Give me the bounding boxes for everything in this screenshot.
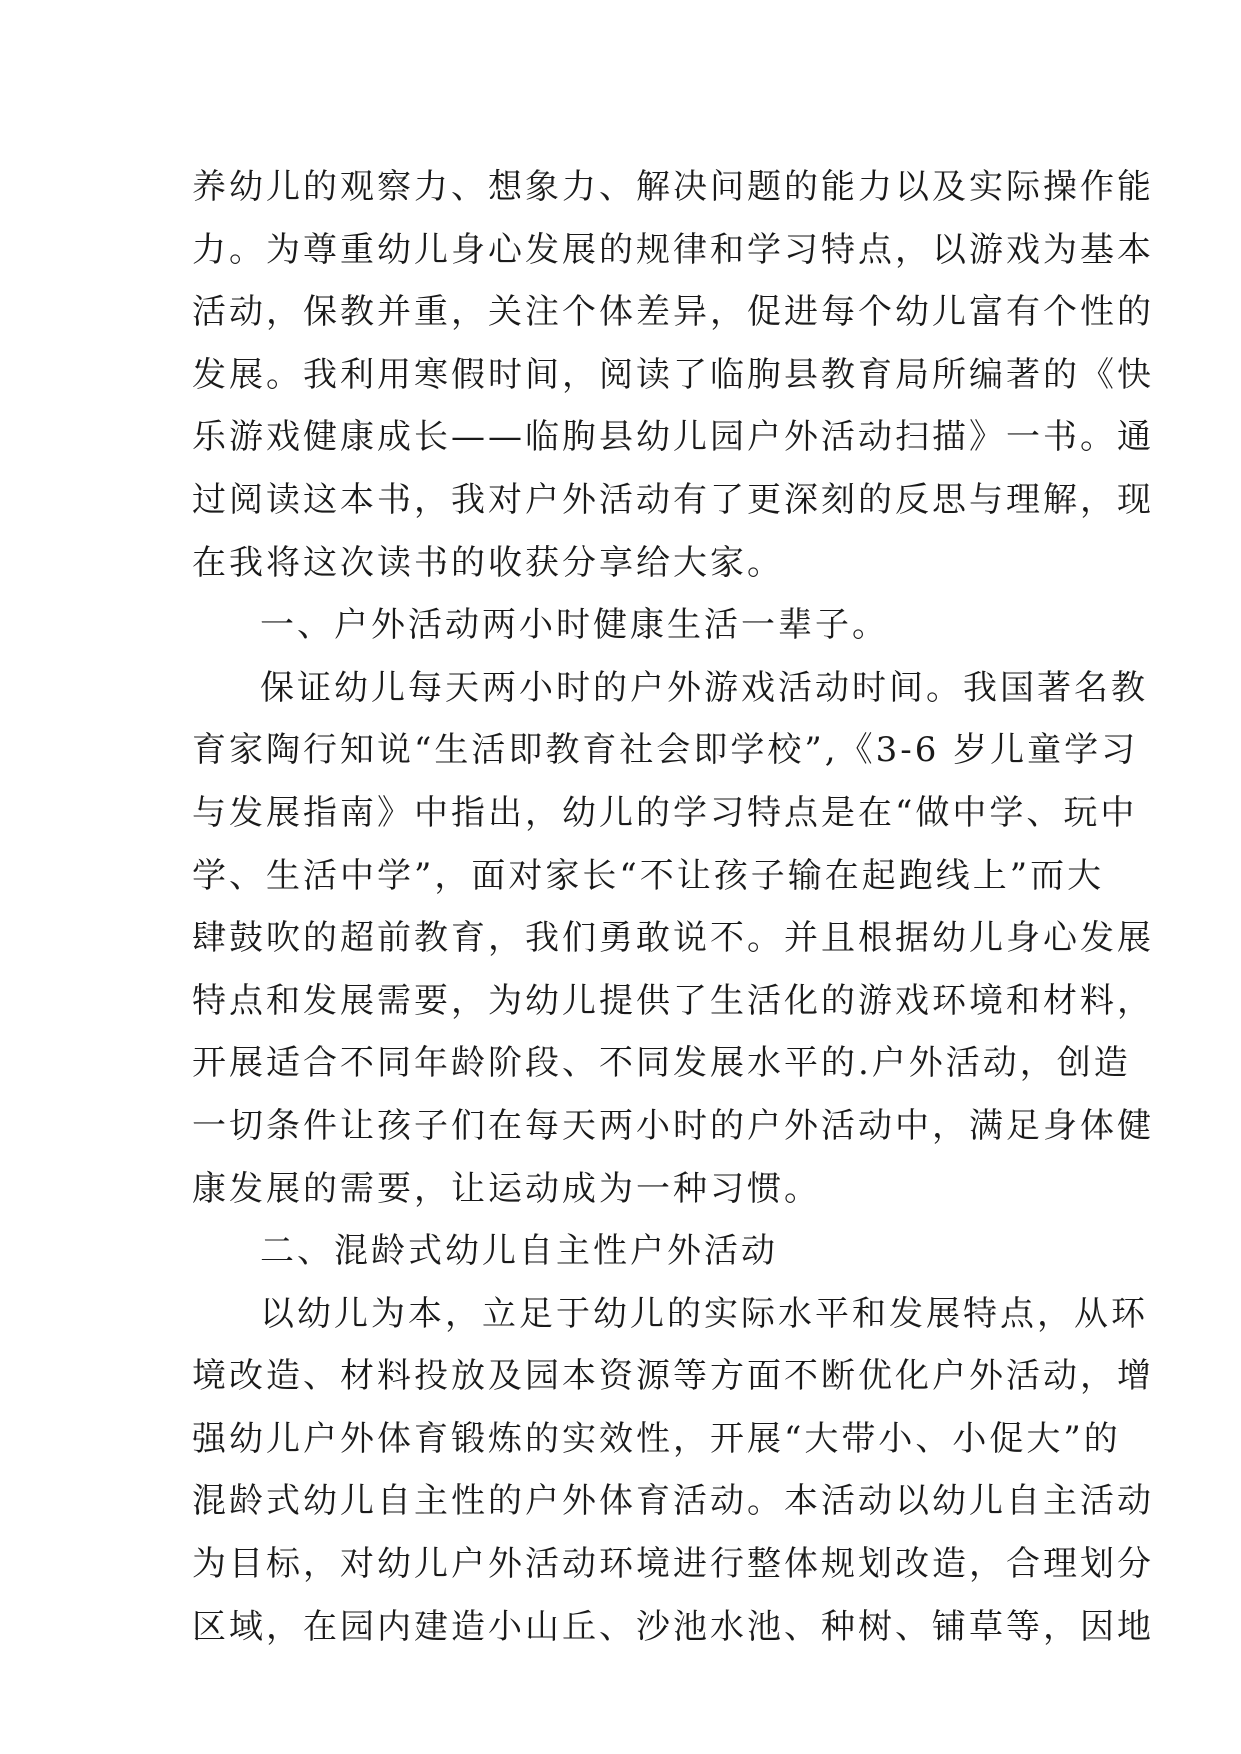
text-line: 特点和发展需要，为幼儿提供了生活化的游戏环境和材料， [192, 980, 1154, 1021]
document-body [192, 156, 1154, 1658]
paragraph-start: 保证幼儿每天两小时的户外游戏活动时间。我国著名教 [260, 667, 1148, 708]
text-line: 在我将这次读书的收获分享给大家。 [192, 542, 784, 583]
text-line: 学、生活中学”，面对家长“不让孩子输在起跑线上”而大 [192, 855, 1105, 896]
paragraph-start: 以幼儿为本，立足于幼儿的实际水平和发展特点，从环 [260, 1293, 1148, 1334]
text-line: 育家陶行知说“生活即教育社会即学校”,《3-6 岁儿童学习 [192, 730, 1139, 771]
section-heading-2: 二、混龄式幼儿自主性户外活动 [260, 1231, 778, 1272]
text-line: 发展。我利用寒假时间，阅读了临朐县教育局所编著的《快 [192, 354, 1154, 395]
text-line: 养幼儿的观察力、想象力、解决问题的能力以及实际操作能 [192, 167, 1154, 207]
text-line: 肆鼓吹的超前教育，我们勇敢说不。并且根据幼儿身心发展 [192, 918, 1154, 959]
text-line: 乐游戏健康成长——临朐县幼儿园户外活动扫描》一书。通 [192, 417, 1154, 458]
text-line: 与发展指南》中指出，幼儿的学习特点是在“做中学、玩中 [192, 792, 1138, 833]
text-line: 力。为尊重幼儿身心发展的规律和学习特点，以游戏为基本 [192, 229, 1154, 270]
text-line: 强幼儿户外体育锻炼的实效性，开展“大带小、小促大”的 [192, 1418, 1121, 1459]
text-line: 一切条件让孩子们在每天两小时的户外活动中，满足身体健 [192, 1105, 1154, 1146]
text-line: 为目标，对幼儿户外活动环境进行整体规划改造，合理划分 [192, 1544, 1154, 1585]
text-line: 区域，在园内建造小山丘、沙池水池、种树、铺草等，因地 [192, 1606, 1154, 1647]
text-line: 混龄式幼儿自主性的户外体育活动。本活动以幼儿自主活动 [192, 1481, 1154, 1522]
text-line: 活动，保教并重，关注个体差异，促进每个幼儿富有个性的 [192, 292, 1154, 333]
text-line: 境改造、材料投放及园本资源等方面不断优化户外活动，增 [192, 1356, 1154, 1397]
text-line: 康发展的需要，让运动成为一种习惯。 [192, 1168, 821, 1209]
section-heading-1: 一、户外活动两小时健康生活一辈子。 [260, 605, 889, 646]
text-line: 开展适合不同年龄阶段、不同发展水平的.户外活动，创造 [192, 1043, 1131, 1084]
text-line: 过阅读这本书，我对户外活动有了更深刻的反思与理解，现 [192, 479, 1154, 520]
